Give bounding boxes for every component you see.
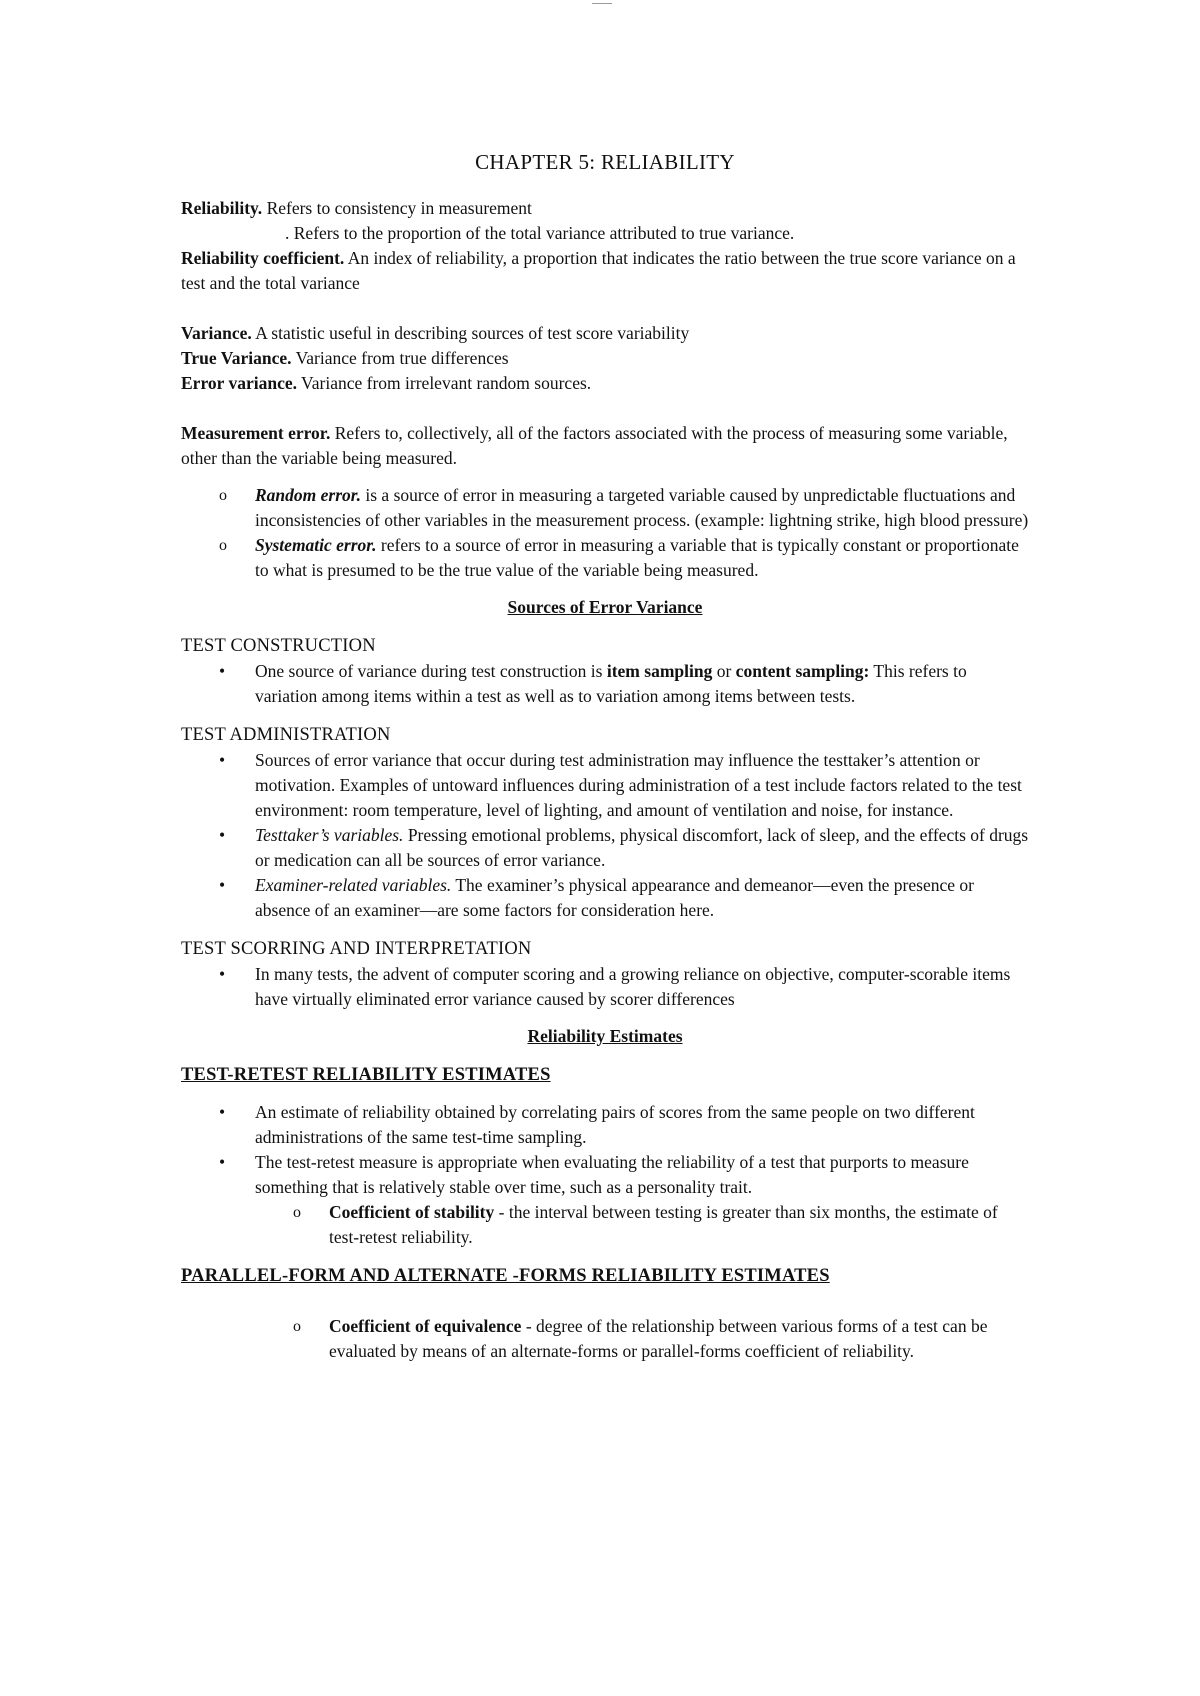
list-item [181, 533, 1029, 583]
definition-text: An index of reliability, a proportion that indicates the ratio between the true score variance on a test and the total variance [181, 248, 1016, 293]
term: Reliability. [181, 198, 263, 218]
list-item: • Testtaker’s variables. Pressing emotional problems, physical discomfort, lack of sleep, and the effects of drugs or medication can all be sources of error variance. [219, 825, 1029, 870]
definition-reliability-coefficient [181, 246, 1029, 296]
italic-term: Testtaker’s variables. [255, 825, 404, 845]
definition-text: . Refers to the proportion of the total variance attributed to true variance. [285, 223, 795, 243]
bold-term: Coefficient of equivalence [329, 1316, 522, 1336]
list-item: • Examiner-related variables. The examiner’s physical appearance and demeanor—even the presence or absence of an examiner—are some factors for consideration here. [219, 875, 974, 920]
circle-bullet-icon: o [219, 537, 227, 554]
list-item: o Coefficient of equivalence - degree of the relationship between various forms of a test can be evaluated by means of an alternate-forms or parallel-forms coefficient of reliability. [293, 1316, 988, 1361]
definition-text: Refers to consistency in measurement [262, 198, 532, 218]
heading-parallel-forms: PARALLEL-FORM AND ALTERNATE -FORMS RELIABILITY ESTIMATES [181, 1266, 830, 1286]
list-item: • The test-retest measure is appropriate when evaluating the reliability of a test that purports to measure something that is relatively stable over time, such as a personality trait. [219, 1152, 969, 1197]
definition-reliability [181, 196, 1029, 221]
heading-test-construction: TEST CONSTRUCTION [181, 636, 376, 656]
list-item: • Sources of error variance that occur during test administration may influence the testtaker’s attention or motivation. Examples of untoward influences during administration of a test include factors related to the test environment: room temperature, level of lighting, and amount of ventilation and noise, for instance. [219, 750, 1022, 820]
definition-text: Variance from true differences [291, 348, 509, 368]
circle-bullet-icon: o [219, 487, 227, 504]
bullet-icon: • [219, 825, 226, 845]
item-text: is a source of error in measuring a targeted variable caused by unpredictable fluctuations and inconsistencies of other variables in the measurement process. (example: lightning strike, high blood pressure) [255, 485, 1029, 530]
bullet-icon: • [219, 964, 226, 984]
heading-test-administration: TEST ADMINISTRATION [181, 725, 391, 745]
bullet-icon: • [219, 1102, 226, 1122]
definitions-block-1 [181, 196, 1029, 296]
definition-text: Refers to, collectively, all of the factors associated with the process of measuring some variable, other than the variable being measured. [181, 423, 1008, 468]
term: Error variance. [181, 373, 297, 393]
chapter-title: CHAPTER 5: RELIABILITY [475, 150, 735, 174]
parallel-forms-list [181, 1314, 1029, 1364]
term: Systematic error. [255, 535, 377, 555]
definition-error-variance [181, 371, 1029, 396]
list-item: • In many tests, the advent of computer scoring and a growing reliance on objective, computer-scorable items have virtually eliminated error variance caused by scorer differences [219, 964, 1011, 1009]
page-top-mark: —— [592, 0, 612, 9]
term: Measurement error. [181, 423, 331, 443]
term: Reliability coefficient. [181, 248, 345, 268]
definition-measurement-error [181, 421, 1029, 471]
term: Variance. [181, 323, 252, 343]
definition-reliability-continued [181, 221, 1029, 246]
definitions-block-2 [181, 321, 1029, 396]
definition-variance [181, 321, 1029, 346]
bullet-icon: • [219, 750, 226, 770]
bullet-icon: • [219, 661, 226, 681]
list-item: o Coefficient of stability - the interval between testing is greater than six months, the estimate of test-retest reliability. [293, 1202, 998, 1247]
definition-true-variance [181, 346, 1029, 371]
error-types-list [181, 483, 1029, 583]
heading-test-scoring: TEST SCORRING AND INTERPRETATION [181, 939, 532, 959]
definition-text: A statistic useful in describing sources of test score variability [251, 323, 690, 343]
list-item: • One source of variance during test construction is item sampling or content sampling: This refers to variation among items within a test as well as to variation among items between tests. [219, 661, 967, 706]
item-text: refers to a source of error in measuring a variable that is typically constant or proportionate to what is presumed to be the true value of the variable being measured. [255, 535, 1019, 580]
section-title-sources: Sources of Error Variance [507, 597, 703, 617]
bullet-icon: • [219, 875, 226, 895]
section-title-estimates: Reliability Estimates [527, 1026, 683, 1046]
circle-bullet-icon: o [293, 1318, 301, 1335]
list-item: • An estimate of reliability obtained by correlating pairs of scores from the same people on two different administrations of the same test-time sampling. [219, 1102, 975, 1147]
test-administration-list [181, 748, 1029, 923]
term: Random error. [255, 485, 361, 505]
definition-text: Variance from irrelevant random sources. [297, 373, 592, 393]
document-page [181, 138, 1029, 1364]
circle-bullet-icon: o [293, 1204, 301, 1221]
italic-term: Examiner-related variables. [255, 875, 452, 895]
bold-term: item sampling [606, 661, 713, 681]
bold-term: Coefficient of stability [329, 1202, 495, 1222]
bullet-icon: • [219, 1152, 226, 1172]
test-scoring-list [181, 962, 1029, 1012]
test-retest-list [181, 1100, 1029, 1250]
list-item [181, 483, 1029, 533]
test-construction-list [181, 659, 1029, 709]
term: True Variance. [181, 348, 292, 368]
heading-test-retest: TEST-RETEST RELIABILITY ESTIMATES [181, 1065, 551, 1085]
bold-term: content sampling: [735, 661, 870, 681]
